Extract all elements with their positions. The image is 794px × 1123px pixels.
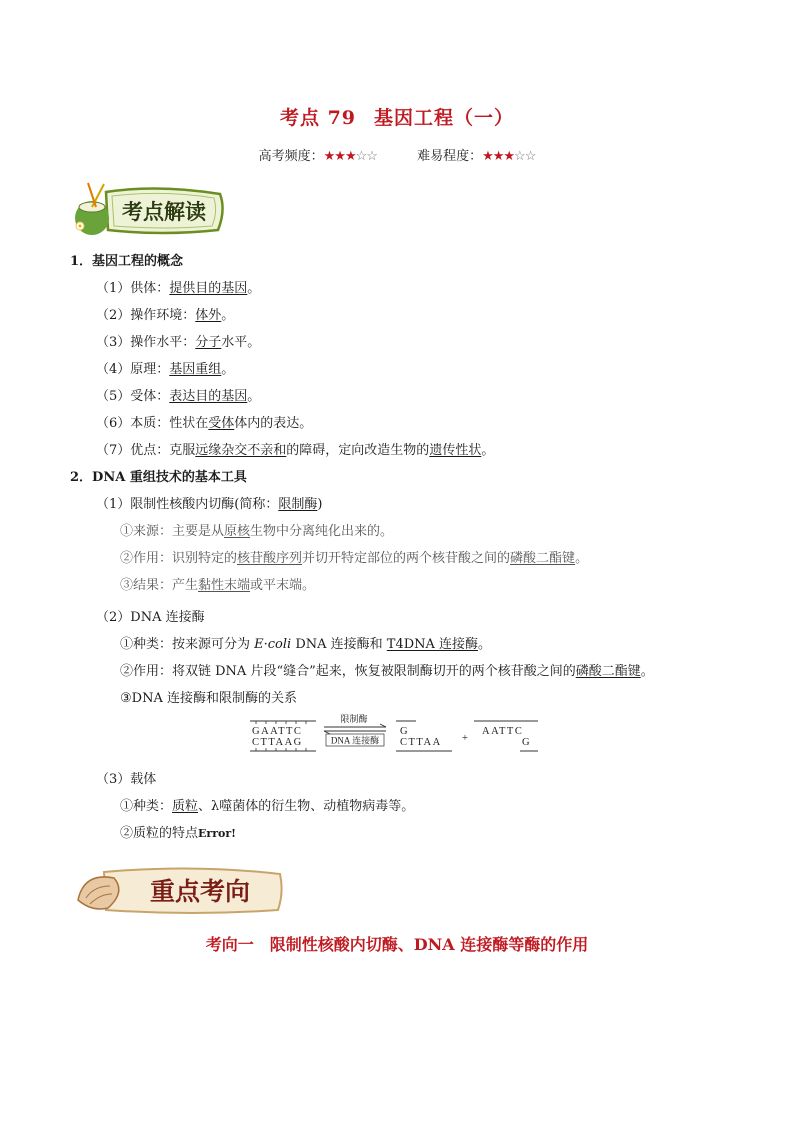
zhongdian-banner	[74, 862, 286, 916]
diagram-frag2-top: AATTC	[482, 726, 524, 737]
frequency-stars-empty: ☆☆	[355, 149, 377, 164]
concept-item-6: （6）本质：性状在受体体内的表达。	[96, 416, 313, 431]
enzyme-title: （1）限制性核酸内切酶(简称：限制酶)	[96, 497, 323, 512]
shell-icon	[78, 877, 119, 909]
title-text: 基因工程（一）	[374, 107, 515, 129]
section1-heading: 1．基因工程的概念	[70, 254, 184, 269]
diagram-plus: +	[462, 733, 468, 744]
kaodian-banner	[68, 180, 228, 238]
concept-item-5: （5）受体：表达目的基因。	[96, 389, 261, 404]
diagram-frag1-top: G	[400, 726, 408, 737]
frequency-stars-full: ★★★	[323, 149, 356, 164]
difficulty-rating	[417, 145, 535, 164]
diagram-frag1-bottom: CTTAA	[400, 737, 442, 748]
enzyme-function: ②作用：识别特定的核苷酸序列并切开特定部位的两个核苷酸之间的磷酸二酯键。	[120, 551, 589, 566]
difficulty-stars-full: ★★★	[482, 149, 515, 164]
diagram-arrow-bottom: DNA 连接酶	[330, 735, 380, 746]
dna-cut-ligation-diagram	[248, 712, 548, 760]
ligase-kind: ①种类：按来源可分为 E·coli DNA 连接酶和 T4DNA 连接酶。	[120, 637, 492, 652]
focus-direction-title	[0, 932, 794, 955]
section2-heading: 2．DNA 重组技术的基本工具	[70, 470, 247, 485]
focus-direction-label: 考向一	[205, 935, 254, 954]
title-number: 考点 79	[279, 107, 357, 129]
plasmid-feature: ②质粒的特点Error!	[120, 826, 236, 841]
diagram-arrow-top: 限制酶	[340, 714, 368, 724]
ligase-function: ②作用：将双链 DNA 片段“缝合”起来，恢复被限制酶切开的两个核苷酸之间的磷酸二酯键。	[120, 664, 654, 679]
concept-item-4: （4）原理：基因重组。	[96, 362, 235, 377]
concept-item-3: （3）操作水平：分子水平。	[96, 335, 261, 350]
focus-direction-text: 限制性核酸内切酶、DNA 连接酶等酶的作用	[269, 935, 589, 954]
difficulty-label: 难易程度：	[417, 149, 483, 164]
enzyme-result: ③结果：产生黏性末端或平末端。	[120, 578, 316, 593]
diagram-left-bottom: CTTAAG	[252, 737, 303, 748]
coconut-icon	[75, 183, 109, 235]
diagram-frag2-bottom: G	[522, 737, 530, 748]
enzyme-source: ①来源：主要是从原核生物中分离纯化出来的。	[120, 524, 394, 539]
concept-item-1: （1）供体：提供目的基因。	[96, 281, 261, 296]
frequency-rating	[259, 145, 377, 164]
difficulty-stars-empty: ☆☆	[514, 149, 536, 164]
diagram-left-top: GAATTC	[252, 726, 303, 737]
ligase-relation: ③DNA 连接酶和限制酶的关系	[120, 691, 297, 706]
rating-line	[0, 145, 794, 164]
vector-kind: ①种类：质粒、λ噬菌体的衍生物、动植物病毒等。	[120, 799, 415, 814]
zhongdian-banner-text: 重点考向	[149, 877, 251, 906]
vector-title: （3）载体	[96, 772, 157, 787]
concept-item-7: （7）优点：克服远缘杂交不亲和的障碍，定向改造生物的遗传性状。	[96, 443, 495, 458]
page-title	[0, 103, 794, 130]
frequency-label: 高考频度：	[258, 149, 324, 164]
ligase-title: （2）DNA 连接酶	[96, 610, 205, 625]
concept-item-2: （2）操作环境：体外。	[96, 308, 235, 323]
kaodian-banner-text: 考点解读	[122, 200, 206, 224]
